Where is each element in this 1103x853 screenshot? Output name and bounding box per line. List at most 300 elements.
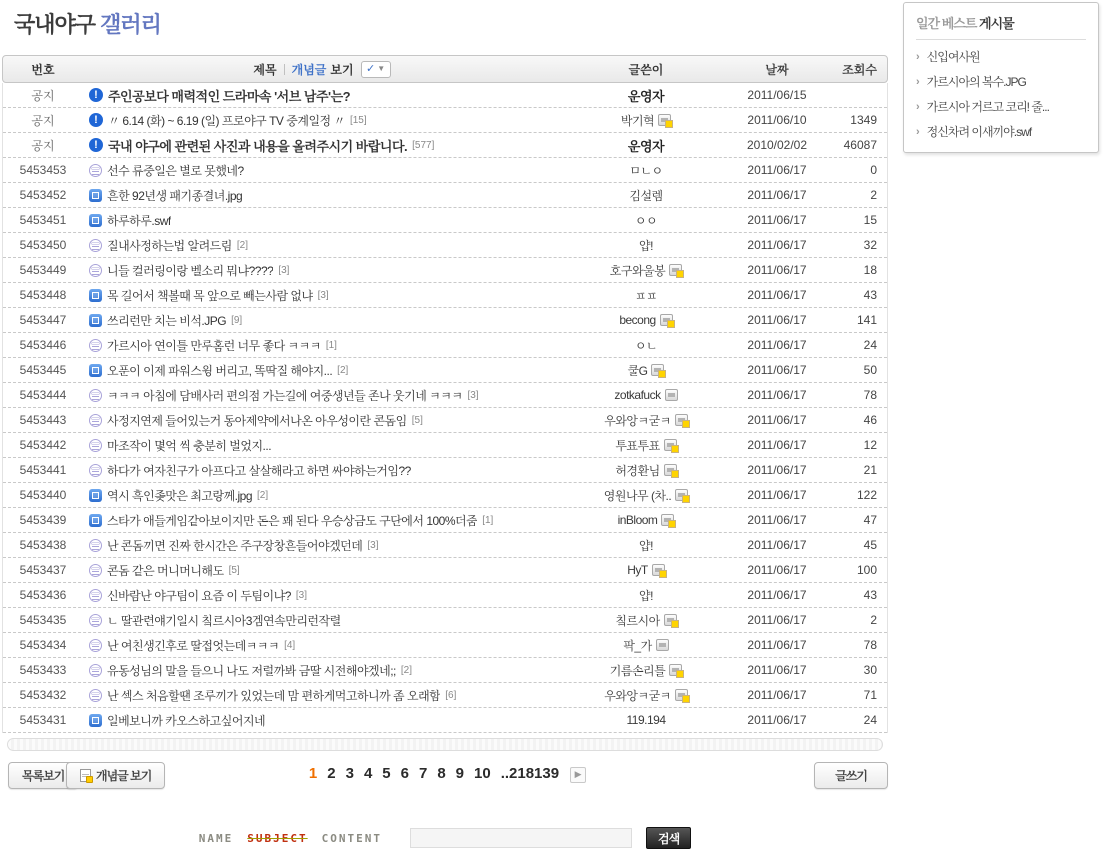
gallog-icon[interactable] bbox=[661, 514, 674, 526]
best-item-link[interactable]: 신입여사원 bbox=[926, 50, 980, 64]
image-post-icon bbox=[89, 214, 102, 227]
author-name[interactable]: 기름손리틀 bbox=[609, 663, 666, 678]
comment-count: [3] bbox=[278, 264, 290, 276]
post-author-cell bbox=[561, 362, 731, 379]
post-views: 15 bbox=[863, 213, 877, 227]
page-links bbox=[304, 765, 564, 782]
author-name[interactable]: zotkafuck bbox=[614, 388, 661, 402]
post-title-link[interactable]: 하루하루.swf bbox=[107, 213, 171, 228]
post-author-cell bbox=[561, 513, 731, 527]
comment-count: [5] bbox=[411, 414, 423, 426]
next-page-button[interactable] bbox=[570, 767, 586, 783]
author-name[interactable]: ㅇㅇ bbox=[634, 213, 658, 228]
post-title-link[interactable]: 국내 야구에 관련된 사진과 내용을 올려주시기 바랍니다. bbox=[108, 138, 408, 154]
pagination bbox=[2, 765, 888, 783]
search-input[interactable] bbox=[410, 828, 632, 848]
post-author-cell bbox=[561, 337, 731, 354]
author-name[interactable]: 영원나무 (차.. bbox=[603, 488, 672, 503]
table-row bbox=[3, 133, 887, 158]
text-post-icon bbox=[89, 614, 102, 627]
gallog-icon[interactable] bbox=[664, 464, 677, 476]
post-date: 2011/06/17 bbox=[747, 588, 807, 602]
gallog-icon[interactable] bbox=[675, 489, 688, 501]
arrow-bullet-icon: › bbox=[916, 50, 919, 63]
post-title-cell bbox=[83, 387, 561, 404]
comment-count: [1] bbox=[325, 339, 337, 351]
post-views: 0 bbox=[870, 163, 877, 177]
post-rows bbox=[2, 83, 888, 733]
post-title-cell bbox=[83, 487, 561, 504]
post-views: 43 bbox=[863, 288, 877, 302]
post-title-cell bbox=[83, 587, 561, 604]
post-title-cell bbox=[83, 136, 561, 155]
post-title-cell bbox=[83, 312, 561, 329]
text-post-icon bbox=[89, 664, 102, 677]
post-title-cell bbox=[83, 562, 561, 579]
post-date: 2011/06/17 bbox=[747, 363, 807, 377]
text-post-icon bbox=[89, 564, 102, 577]
table-row bbox=[3, 333, 887, 358]
post-number: 5453433 bbox=[19, 663, 67, 677]
post-title-cell bbox=[83, 362, 561, 379]
post-author-cell bbox=[561, 713, 731, 727]
post-number: 5453445 bbox=[19, 363, 67, 377]
post-title-cell bbox=[83, 462, 561, 479]
table-row bbox=[3, 458, 887, 483]
post-title-cell bbox=[83, 512, 561, 529]
page-link[interactable]: 8 bbox=[437, 765, 446, 782]
image-post-icon bbox=[89, 314, 102, 327]
concept-posts-suffix: 보기 bbox=[330, 62, 354, 77]
post-views: 100 bbox=[856, 563, 877, 577]
post-title-cell bbox=[83, 537, 561, 554]
post-title-link[interactable]: 〃 6.14 (화) ~ 6.19 (일) 프로야구 TV 중계일정 〃 bbox=[108, 113, 345, 128]
gallog-icon[interactable] bbox=[660, 314, 673, 326]
column-header-views: 조회수 bbox=[842, 62, 877, 77]
post-author-cell bbox=[561, 587, 731, 604]
post-author-cell bbox=[561, 187, 731, 204]
gallog-icon[interactable] bbox=[675, 689, 688, 701]
post-views: 47 bbox=[863, 513, 877, 527]
post-views: 71 bbox=[863, 688, 877, 702]
post-title-cell bbox=[83, 337, 561, 354]
concept-posts-link[interactable]: 개념글 bbox=[291, 62, 327, 77]
post-title-cell bbox=[83, 112, 561, 129]
table-row bbox=[3, 358, 887, 383]
page-link[interactable]: 7 bbox=[418, 765, 428, 782]
author-name[interactable]: 칰르시아 bbox=[615, 613, 660, 628]
author-name[interactable]: 쿨G bbox=[627, 363, 648, 378]
post-number: 5453443 bbox=[19, 413, 67, 427]
table-row bbox=[3, 658, 887, 683]
post-number: 5453449 bbox=[19, 263, 67, 277]
text-post-icon bbox=[89, 464, 102, 477]
column-header-author: 글쓴이 bbox=[628, 62, 664, 77]
best-item[interactable] bbox=[916, 40, 1086, 65]
post-views: 50 bbox=[863, 363, 877, 377]
post-title-link[interactable]: 신바람난 야구팀이 요즘 이 두팀이냐? bbox=[107, 588, 291, 603]
post-title-cell bbox=[83, 412, 561, 429]
page-title bbox=[14, 8, 161, 39]
table-row bbox=[3, 633, 887, 658]
notice-icon: ! bbox=[89, 113, 103, 127]
gallog-icon[interactable] bbox=[651, 364, 664, 376]
check-icon: ✓ bbox=[366, 62, 376, 75]
post-title-link[interactable]: 오푼이 이제 파워스윙 버리고, 똑딱질 해야지... bbox=[107, 363, 333, 378]
post-title-link[interactable]: 콘돔 같은 머니머니해도 bbox=[107, 563, 224, 578]
post-date: 2011/06/17 bbox=[747, 163, 807, 177]
comment-count: [577] bbox=[412, 139, 435, 151]
author-name[interactable]: 얍! bbox=[639, 238, 653, 253]
post-title-link[interactable]: 흔한 92년생 패기종결녀.jpg bbox=[107, 188, 243, 203]
author-name[interactable]: 팍_가 bbox=[623, 638, 652, 653]
post-title-link[interactable]: 쓰리런만 치는 비석.JPG bbox=[107, 313, 227, 328]
post-date: 2011/06/17 bbox=[747, 513, 807, 527]
image-post-icon bbox=[89, 189, 102, 202]
post-author-cell bbox=[561, 612, 731, 629]
text-post-icon bbox=[89, 539, 102, 552]
post-date: 2011/06/17 bbox=[747, 438, 807, 452]
author-name[interactable]: 우와앙ㅋ굳ㅋ bbox=[604, 413, 671, 428]
concept-view-toggle[interactable] bbox=[361, 61, 391, 78]
column-header-title bbox=[83, 61, 561, 78]
post-title-cell bbox=[83, 86, 561, 105]
post-number: 5453447 bbox=[19, 313, 67, 327]
post-number: 공지 bbox=[31, 88, 55, 103]
post-views: 24 bbox=[863, 338, 877, 352]
post-title-link[interactable]: 하다가 여자친구가 아프다고 살살해라고 하면 싸야하는거임?? bbox=[107, 463, 411, 478]
page-link[interactable]: 2 bbox=[327, 765, 336, 782]
author-name[interactable]: 허경환님 bbox=[615, 463, 660, 478]
next-arrow-icon: ▶ bbox=[574, 769, 582, 779]
post-number: 5453431 bbox=[19, 713, 67, 727]
author-name[interactable]: 박기혁 bbox=[620, 113, 655, 128]
author-name[interactable]: HyT bbox=[627, 563, 648, 577]
post-views: 2 bbox=[870, 188, 877, 202]
write-post-label: 글쓰기 bbox=[835, 769, 867, 783]
comment-count: [2] bbox=[236, 239, 248, 251]
post-date: 2011/06/17 bbox=[747, 313, 807, 327]
table-row bbox=[3, 233, 887, 258]
table-row bbox=[3, 608, 887, 633]
post-title-cell bbox=[83, 287, 561, 304]
post-title-link[interactable]: 마조작이 몇억 씩 충분히 벌었지... bbox=[107, 438, 272, 453]
gallog-icon[interactable] bbox=[664, 439, 677, 451]
column-header-date: 날짜 bbox=[765, 62, 789, 77]
post-author-cell bbox=[561, 437, 731, 454]
table-row bbox=[3, 258, 887, 283]
post-number: 5453437 bbox=[19, 563, 67, 577]
post-author-cell bbox=[561, 563, 731, 577]
best-item-link[interactable]: 정신차려 이새끼야.swf bbox=[926, 125, 1032, 139]
footer-search-bar bbox=[2, 827, 888, 849]
author-name[interactable]: 우와앙ㅋ굳ㅋ bbox=[604, 688, 671, 703]
post-author-cell bbox=[561, 287, 731, 304]
author-name[interactable]: 얍! bbox=[639, 588, 653, 603]
page-link[interactable]: 4 bbox=[363, 765, 373, 782]
post-title-cell bbox=[83, 662, 561, 679]
table-row bbox=[3, 283, 887, 308]
post-views: 21 bbox=[863, 463, 877, 477]
author-name[interactable]: 얍! bbox=[639, 538, 653, 553]
post-number: 5453448 bbox=[19, 288, 67, 302]
post-title-cell bbox=[83, 262, 561, 279]
search-button[interactable] bbox=[646, 827, 691, 849]
post-date: 2011/06/17 bbox=[747, 488, 807, 502]
post-author-cell bbox=[561, 462, 731, 479]
post-title-link[interactable]: 사정지연제 들어있는거 동아제약에서나온 아우성이란 콘돔임 bbox=[107, 413, 407, 428]
post-title-link[interactable]: ㄴ 딸관련얘기일시 칰르시아3겜연속만리런작렬 bbox=[107, 613, 341, 628]
post-date: 2010/02/02 bbox=[746, 138, 808, 152]
post-title-link[interactable]: 질내사정하는법 알려드림 bbox=[107, 238, 232, 253]
search-content-option[interactable]: CONTENT bbox=[321, 831, 383, 845]
post-number: 5453446 bbox=[19, 338, 67, 352]
table-row bbox=[3, 108, 887, 133]
text-post-icon bbox=[89, 164, 102, 177]
post-author-cell bbox=[561, 412, 731, 429]
arrow-bullet-icon: › bbox=[916, 125, 919, 138]
post-views: 46087 bbox=[843, 138, 877, 152]
comment-count: [3] bbox=[467, 389, 479, 401]
post-number: 5453438 bbox=[19, 538, 67, 552]
author-name[interactable]: becong bbox=[619, 313, 656, 327]
text-post-icon bbox=[89, 339, 102, 352]
post-date: 2011/06/17 bbox=[747, 213, 807, 227]
text-post-icon bbox=[89, 414, 102, 427]
daily-best-title bbox=[916, 13, 1086, 40]
daily-best-title-bold: 게시물 bbox=[979, 16, 1014, 31]
post-title-link[interactable]: 유동성님의 말을 들으니 나도 저럴까봐 금딸 시전해야겠네;; bbox=[107, 663, 396, 678]
comment-count: [3] bbox=[295, 589, 308, 601]
gallog-icon[interactable] bbox=[675, 414, 688, 426]
comment-count: [1] bbox=[482, 514, 494, 526]
best-item[interactable] bbox=[916, 65, 1086, 90]
post-date: 2011/06/10 bbox=[747, 113, 807, 127]
post-board bbox=[2, 55, 888, 733]
post-number: 공지 bbox=[31, 113, 55, 128]
post-date: 2011/06/17 bbox=[747, 463, 807, 477]
post-title-link[interactable]: 난 섹스 처음할땐 조루끼가 있었는데 맘 편하게먹고하니까 좀 오래함 bbox=[107, 688, 441, 703]
post-title-cell bbox=[83, 637, 561, 654]
post-date: 2011/06/17 bbox=[747, 238, 807, 252]
post-title-link[interactable]: 목 길어서 책볼때 목 앞으로 빼는사람 없냐 bbox=[107, 288, 313, 303]
image-post-icon bbox=[89, 364, 102, 377]
author-name[interactable]: 호구와울봉 bbox=[609, 263, 666, 278]
page-link[interactable]: 1 bbox=[308, 765, 318, 782]
table-row bbox=[3, 683, 887, 708]
post-number: 5453451 bbox=[19, 213, 67, 227]
post-number: 5453440 bbox=[19, 488, 67, 502]
search-subject-option[interactable]: SUBJECT bbox=[247, 831, 308, 845]
post-title-cell bbox=[83, 162, 561, 179]
best-item-link[interactable]: 가르시아 거르고 코리! 줄... bbox=[926, 100, 1049, 114]
post-views: 2 bbox=[870, 613, 877, 627]
image-post-icon bbox=[89, 514, 102, 527]
post-title-cell bbox=[83, 212, 561, 229]
header-divider bbox=[284, 64, 285, 75]
image-post-icon bbox=[89, 289, 102, 302]
post-date: 2011/06/17 bbox=[747, 613, 807, 627]
gallog-icon[interactable] bbox=[652, 564, 665, 576]
post-date: 2011/06/15 bbox=[747, 88, 807, 102]
post-number: 5453436 bbox=[19, 588, 67, 602]
table-row bbox=[3, 483, 887, 508]
post-views: 43 bbox=[863, 588, 877, 602]
best-item[interactable] bbox=[916, 90, 1086, 115]
post-title-link[interactable]: ㅋㅋㅋ 아침에 담배사러 편의점 가는길에 여중생년들 존나 웃기네 ㅋㅋㅋ bbox=[107, 388, 463, 403]
concept-view-label: 개념글 보기 bbox=[96, 769, 152, 783]
image-post-icon bbox=[89, 714, 102, 727]
gallog-icon[interactable] bbox=[658, 114, 671, 126]
author-name[interactable]: 투표투표 bbox=[615, 438, 660, 453]
chevron-down-icon: ▼ bbox=[377, 64, 386, 73]
list-view-label: 목록보기 bbox=[22, 769, 65, 783]
table-row bbox=[3, 383, 887, 408]
comment-count: [2] bbox=[337, 364, 349, 376]
comment-count: [4] bbox=[284, 639, 296, 651]
author-name[interactable]: inBloom bbox=[617, 513, 658, 527]
comment-count: [15] bbox=[349, 114, 367, 126]
post-author-cell bbox=[561, 237, 731, 254]
post-author-cell bbox=[561, 86, 731, 105]
post-title-cell bbox=[83, 712, 561, 729]
gallog-icon[interactable] bbox=[664, 614, 677, 626]
arrow-bullet-icon: › bbox=[916, 100, 919, 113]
horizontal-scrollbar[interactable] bbox=[7, 738, 883, 751]
gallery-name: 국내야구 bbox=[14, 12, 96, 37]
page-link[interactable]: 3 bbox=[345, 765, 354, 782]
gallog-icon[interactable] bbox=[669, 664, 682, 676]
post-number: 5453452 bbox=[19, 188, 67, 202]
post-views: 78 bbox=[863, 388, 877, 402]
post-date: 2011/06/17 bbox=[747, 663, 807, 677]
post-title-link[interactable]: 스타가 애들게임같아보이지만 돈은 꽤 된다 우승상금도 구단에서 100%더줌 bbox=[107, 513, 478, 528]
post-date: 2011/06/17 bbox=[747, 338, 807, 352]
post-title-link[interactable]: 니들 컬러링이랑 벨소리 뭐냐???? bbox=[107, 263, 274, 278]
best-item[interactable] bbox=[916, 115, 1086, 140]
column-header-number: 번호 bbox=[31, 62, 55, 77]
post-date: 2011/06/17 bbox=[747, 538, 807, 552]
post-views: 78 bbox=[863, 638, 877, 652]
text-post-icon bbox=[89, 264, 102, 277]
post-views: 46 bbox=[863, 413, 877, 427]
post-date: 2011/06/17 bbox=[747, 563, 807, 577]
post-title-link[interactable]: 난 콘돔끼면 진짜 한시간은 주구장창흔들어야겠던데 bbox=[107, 538, 363, 553]
post-author-cell bbox=[561, 662, 731, 679]
search-name-option[interactable]: NAME bbox=[198, 831, 234, 845]
post-date: 2011/06/17 bbox=[747, 388, 807, 402]
post-number: 5453435 bbox=[19, 613, 67, 627]
comment-count: [6] bbox=[445, 689, 457, 701]
post-number: 5453439 bbox=[19, 513, 67, 527]
table-row bbox=[3, 408, 887, 433]
comment-count: [9] bbox=[231, 314, 243, 326]
gallery-suffix: 갤러리 bbox=[100, 12, 161, 37]
page-link[interactable]: 9 bbox=[455, 765, 464, 782]
post-title-link[interactable]: 난 여친생긴후로 딸접엇는데ㅋㅋㅋ bbox=[107, 638, 280, 653]
table-row bbox=[3, 158, 887, 183]
post-author-cell bbox=[561, 537, 731, 554]
post-number: 5453453 bbox=[19, 163, 67, 177]
author-name[interactable]: 운영자 bbox=[627, 88, 665, 104]
arrow-bullet-icon: › bbox=[916, 75, 919, 88]
author-name[interactable]: ㅍㅍ bbox=[634, 288, 658, 303]
post-title-cell bbox=[83, 687, 561, 704]
post-author-cell bbox=[561, 637, 731, 654]
page-link[interactable]: 5 bbox=[382, 765, 391, 782]
post-number: 5453441 bbox=[19, 463, 67, 477]
table-row bbox=[3, 508, 887, 533]
text-post-icon bbox=[89, 589, 102, 602]
best-item-link[interactable]: 가르시아의 복수.JPG bbox=[926, 75, 1026, 89]
post-author-cell bbox=[561, 136, 731, 155]
post-title-cell bbox=[83, 437, 561, 454]
post-views: 24 bbox=[863, 713, 877, 727]
post-number: 5453432 bbox=[19, 688, 67, 702]
author-name[interactable]: 119.194 bbox=[626, 713, 666, 727]
author-name[interactable]: 운영자 bbox=[627, 138, 665, 154]
comment-count: [5] bbox=[228, 564, 240, 576]
image-post-icon bbox=[89, 489, 102, 502]
notice-icon: ! bbox=[89, 88, 103, 102]
page-link[interactable]: 6 bbox=[400, 765, 409, 782]
post-views: 122 bbox=[856, 488, 877, 502]
post-author-cell bbox=[561, 162, 731, 179]
post-title-link[interactable]: 일베보니까 카오스하고싶어지네 bbox=[107, 713, 266, 728]
notice-icon: ! bbox=[89, 138, 103, 152]
post-views: 12 bbox=[863, 438, 877, 452]
post-author-cell bbox=[561, 687, 731, 704]
post-number: 5453434 bbox=[19, 638, 67, 652]
post-date: 2011/06/17 bbox=[747, 288, 807, 302]
post-views: 45 bbox=[863, 538, 877, 552]
search-button-label: 검색 bbox=[658, 831, 680, 846]
title-column-label: 제목 bbox=[253, 62, 277, 77]
post-author-cell bbox=[561, 487, 731, 504]
page-link[interactable]: ..218139 bbox=[500, 765, 560, 782]
author-name[interactable]: 김설렘 bbox=[629, 188, 663, 203]
table-row bbox=[3, 533, 887, 558]
table-row bbox=[3, 433, 887, 458]
comment-count: [3] bbox=[317, 289, 329, 301]
post-author-cell bbox=[561, 212, 731, 229]
post-views: 30 bbox=[863, 663, 877, 677]
table-row bbox=[3, 583, 887, 608]
post-title-link[interactable]: 선수 류중일은 별로 못했네? bbox=[107, 163, 244, 178]
page-link[interactable]: 10 bbox=[474, 765, 491, 782]
post-date: 2011/06/17 bbox=[747, 688, 807, 702]
author-name[interactable]: ㅇㄴ bbox=[634, 338, 658, 353]
post-title-cell bbox=[83, 237, 561, 254]
post-title-cell bbox=[83, 612, 561, 629]
text-post-icon bbox=[89, 639, 102, 652]
post-views: 32 bbox=[863, 238, 877, 252]
table-row bbox=[3, 708, 887, 733]
author-name[interactable]: ㅁㄴㅇ bbox=[629, 163, 663, 178]
daily-best-title-light: 일간 베스트 bbox=[916, 16, 977, 31]
post-title-link[interactable]: 주인공보다 매력적인 드라마속 '서브 남주'는? bbox=[108, 88, 351, 104]
post-title-link[interactable]: 역시 흑인좆맛은 최고랑께.jpg bbox=[107, 488, 253, 503]
post-number: 5453442 bbox=[19, 438, 67, 452]
gallog-icon[interactable] bbox=[669, 264, 682, 276]
post-date: 2011/06/17 bbox=[747, 413, 807, 427]
post-views: 1349 bbox=[850, 113, 877, 127]
post-title-link[interactable]: 가르시아 연이틀 만루홈런 너무 좋다 ㅋㅋㅋ bbox=[107, 338, 321, 353]
gallog-icon[interactable] bbox=[656, 639, 669, 651]
post-date: 2011/06/17 bbox=[747, 188, 807, 202]
gallog-icon[interactable] bbox=[665, 389, 678, 401]
table-row bbox=[3, 208, 887, 233]
